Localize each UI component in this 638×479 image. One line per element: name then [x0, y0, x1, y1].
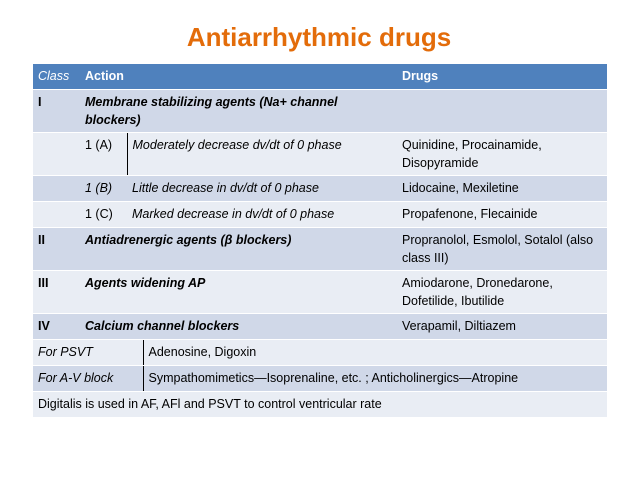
extra-label: For PSVT	[33, 340, 143, 366]
row-action: Antiadrenergic agents (β blockers)	[80, 228, 397, 271]
table-row	[33, 202, 607, 228]
table-row	[33, 133, 607, 176]
row-class	[33, 176, 80, 202]
table-row	[33, 228, 607, 271]
extra-value: Sympathomimetics—Isoprenaline, etc. ; Anticholinergics—Atropine	[143, 366, 607, 392]
table-row	[33, 314, 607, 340]
table-header-row	[33, 64, 607, 90]
header-action: Action	[80, 64, 397, 90]
row-subclass: 1 (A)	[80, 133, 127, 176]
row-drugs: Lidocaine, Mexiletine	[397, 176, 607, 202]
row-drugs: Verapamil, Diltiazem	[397, 314, 607, 340]
row-drugs: Quinidine, Procainamide, Disopyramide	[397, 133, 607, 176]
row-action: Membrane stabilizing agents (Na+ channel blockers)	[80, 90, 397, 133]
table-row	[33, 271, 607, 314]
extra-value: Adenosine, Digoxin	[143, 340, 607, 366]
row-class: III	[33, 271, 80, 314]
row-action: Moderately decrease dv/dt of 0 phase	[127, 133, 397, 176]
footer-note: Digitalis is used in AF, AFl and PSVT to control ventricular rate	[33, 392, 607, 418]
row-class: II	[33, 228, 80, 271]
row-action: Marked decrease in dv/dt of 0 phase	[127, 202, 397, 228]
header-class: Class	[33, 64, 80, 90]
row-subclass: 1 (B)	[80, 176, 127, 202]
row-class: IV	[33, 314, 80, 340]
page-title: Antiarrhythmic drugs	[186, 22, 452, 52]
drug-table	[33, 64, 607, 418]
row-drugs	[397, 90, 607, 133]
row-class	[33, 202, 80, 228]
header-drugs: Drugs	[397, 64, 607, 90]
row-drugs: Amiodarone, Dronedarone, Dofetilide, Ibutilide	[397, 271, 607, 314]
row-class	[33, 133, 80, 176]
table-row	[33, 340, 607, 366]
row-action: Little decrease in dv/dt of 0 phase	[127, 176, 397, 202]
row-class: I	[33, 90, 80, 133]
row-subclass: 1 (C)	[80, 202, 127, 228]
row-action: Agents widening AP	[80, 271, 397, 314]
table-row	[33, 90, 607, 133]
row-drugs: Propafenone, Flecainide	[397, 202, 607, 228]
table-row	[33, 392, 607, 418]
table-row	[33, 176, 607, 202]
extra-label: For A-V block	[33, 366, 143, 392]
row-action: Calcium channel blockers	[80, 314, 397, 340]
row-drugs: Propranolol, Esmolol, Sotalol (also class III)	[397, 228, 607, 271]
table-row	[33, 366, 607, 392]
